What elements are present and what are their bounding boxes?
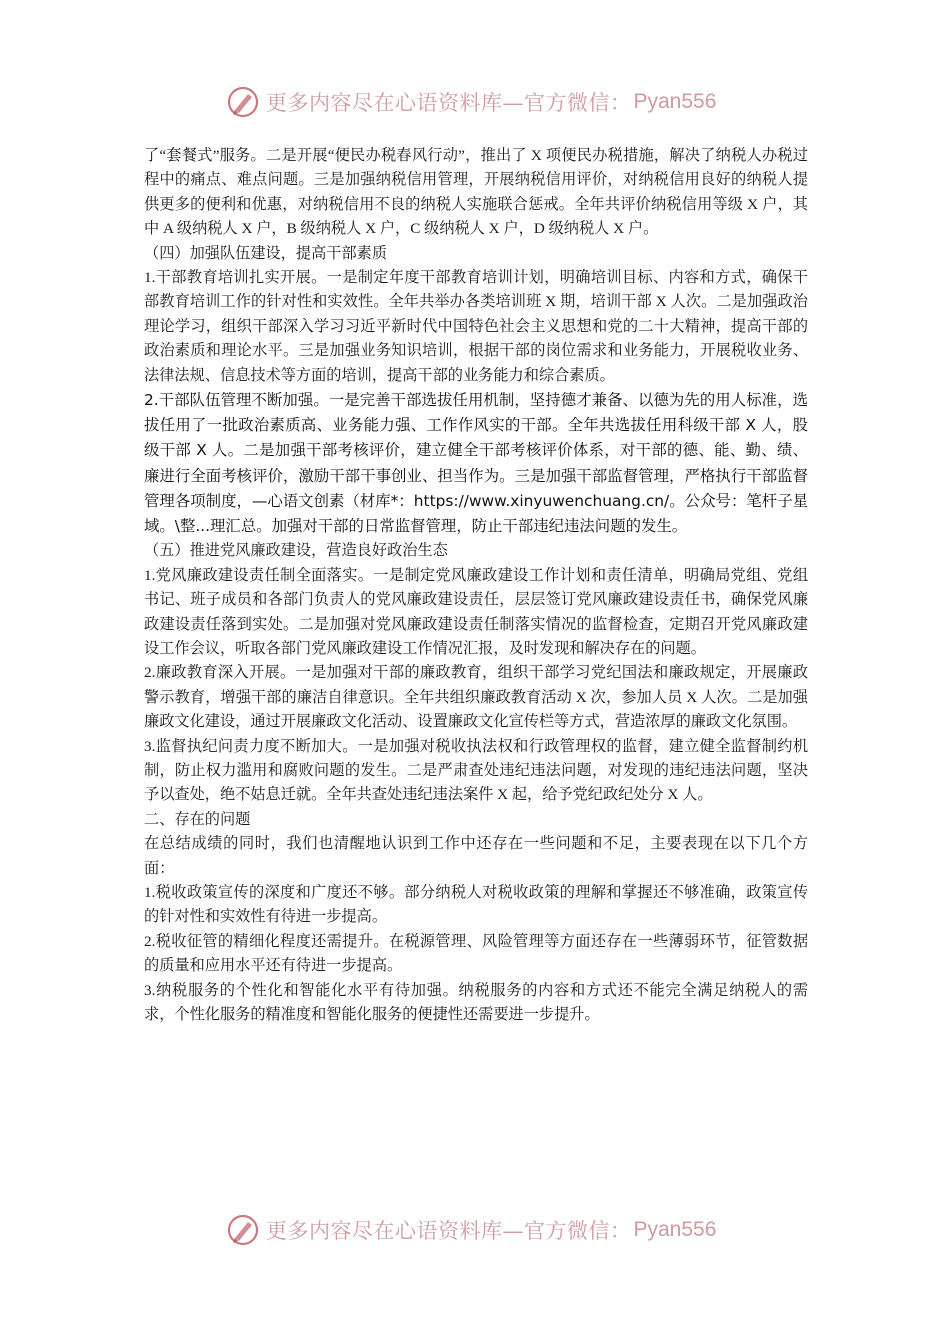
paragraph-problem-2: 2.税收征管的精细化程度还需提升。在税源管理、风险管理等方面还存在一些薄弱环节，征管数据的质量和应用水平还有待进一步提高。	[144, 932, 808, 975]
paragraph-problem-1: 1.税收政策宣传的深度和广度还不够。部分纳税人对税收政策的理解和掌握还不够准确，政策宣传的针对性和实效性有待进一步提高。	[144, 883, 808, 926]
paragraph-problem-3: 3.纳税服务的个性化和智能化水平有待加强。纳税服务的内容和方式还不能完全满足纳税人的需求，个性化服务的精准度和智能化服务的便捷性还需要进一步提升。	[144, 981, 808, 1023]
section-heading-integrity: （五）推进党风廉政建设，营造良好政治生态	[144, 542, 448, 560]
pen-logo-icon	[226, 1213, 260, 1247]
banner-text: 更多内容尽在心语资料库—官方微信：	[266, 91, 632, 115]
banner-text: 更多内容尽在心语资料库—官方微信：	[266, 1219, 632, 1243]
section-heading-problems: 二、存在的问题	[144, 810, 251, 828]
paragraph-cadre-training: 1.干部教育培训扎实开展。一是制定年度干部教育培训计划，明确培训目标、内容和方式，确保干部教育培训工作的针对性和实效性。全年共举办各类培训班 X 期，培训干部 X 人次。二是加强政治理论学习，组织干部深入学习习近平新时代中国特色社会主义思想和党的二十大精神，提高干部的政治素质和理论水平。三是加强业务知识培训，根据干部的岗位需求和业务能力，开展税收业务、法律法规、信息技术等方面的培训，提高干部的业务能力和综合素质。	[144, 269, 808, 384]
section-heading-team-building: （四）加强队伍建设，提高干部素质	[144, 244, 387, 262]
header-watermark-banner	[226, 82, 726, 122]
banner-wechat-handle: Pyan556	[633, 1218, 717, 1241]
paragraph-problems-intro: 在总结成绩的同时，我们也清醒地认识到工作中还存在一些问题和不足，主要表现在以下几个方面：	[144, 835, 808, 877]
footer-watermark-banner	[226, 1210, 726, 1250]
pen-logo-icon	[226, 85, 260, 119]
banner-wechat-handle: Pyan556	[633, 90, 717, 113]
document-body	[144, 144, 808, 1027]
paragraph-tax-service-continued: 了“套餐式”服务。二是开展“便民办税春风行动”，推出了 X 项便民办税措施，解决了纳税人办税过程中的痛点、难点问题。三是加强纳税信用管理，开展纳税信用评价，对纳税信用良好的纳税人提供更多的便利和优惠，对纳税信用不良的纳税人实施联合惩戒。全年共评价纳税信用等级 X 户，其中 A 级纳税人 X 户，B 级纳税人 X 户，C 级纳税人 X 户，D 级纳税人 X 户。	[144, 147, 808, 238]
paragraph-responsibility-system: 1.党风廉政建设责任制全面落实。一是制定党风廉政建设工作计划和责任清单，明确局党组、党组书记、班子成员和各部门负责人的党风廉政建设责任，层层签订党风廉政建设责任书，确保党风廉政建设责任落到实处。二是加强对党风廉政建设责任制落实情况的监督检查，定期召开党风廉政建设工作会议，听取各部门党风廉政建设工作情况汇报，及时发现和解决存在的问题。	[144, 566, 808, 657]
paragraph-cadre-management: 2.干部队伍管理不断加强。一是完善干部选拔任用机制，坚持德才兼备、以德为先的用人标准，选拔任用了一批政治素质高、业务能力强、工作作风实的干部。全年共选拔任用科级干部 X 人，股级干部 X 人。二是加强干部考核评价，建立健全干部考核评价体系，对干部的德、能、勤、绩、廉进行全面考核评价，激励干部干事创业、担当作为。三是加强干部监督管理，严格执行干部监督管理各项制度，—心语文创素（材库*：https://www.xinyuwenchuang.cn/。公众号：笔杆子星域。\整...理汇总。加强对干部的日常监督管理，防止干部违纪违法问题的发生。	[144, 391, 808, 536]
paragraph-integrity-education: 2.廉政教育深入开展。一是加强对干部的廉政教育，组织干部学习党纪国法和廉政规定，开展廉政警示教育，增强干部的廉洁自律意识。全年共组织廉政教育活动 X 次，参加人员 X 人次。二是加强廉政文化建设，通过开展廉政文化活动、设置廉政文化宣传栏等方式，营造浓厚的廉政文化氛围。	[144, 664, 808, 731]
paragraph-supervision: 3.监督执纪问责力度不断加大。一是加强对税收执法权和行政管理权的监督，建立健全监督制约机制，防止权力滥用和腐败问题的发生。二是严肃查处违纪违法问题，对发现的违纪违法问题，坚决予以查处，绝不姑息迁就。全年共查处违纪违法案件 X 起，给予党纪政纪处分 X 人。	[144, 737, 808, 804]
